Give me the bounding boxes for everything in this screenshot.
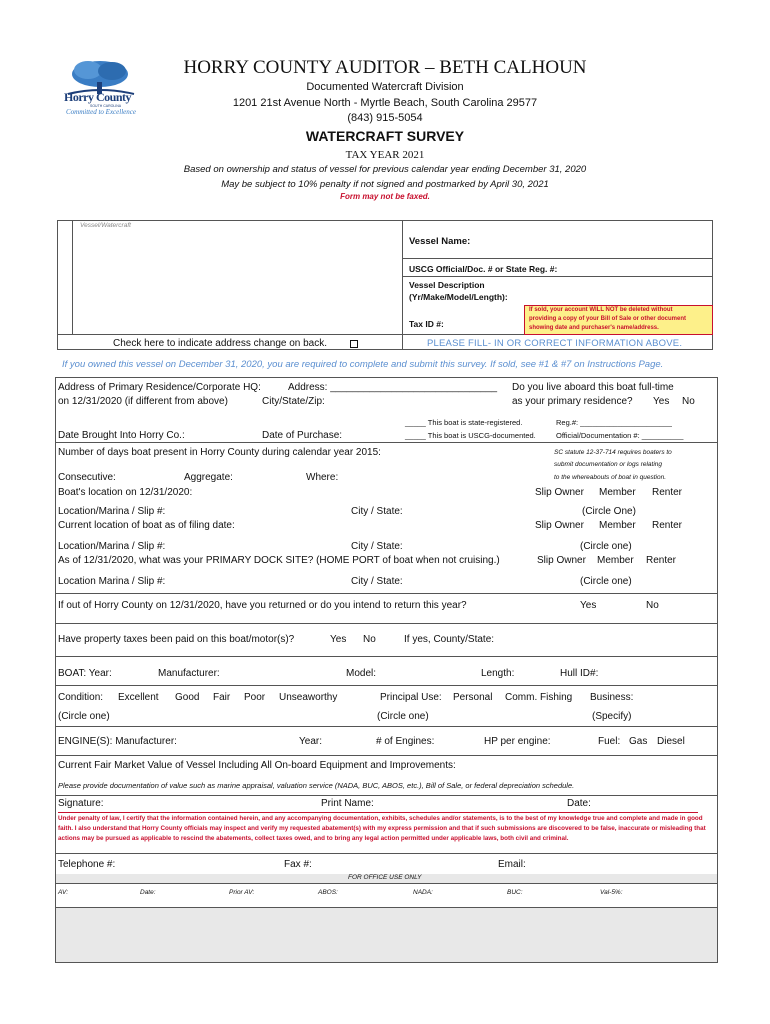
return-no[interactable]: No — [646, 600, 659, 611]
address-change-checkbox[interactable] — [350, 340, 358, 348]
vessel-box-label: Vessel/Watercraft — [80, 222, 131, 229]
email-field[interactable]: Email: — [498, 859, 526, 870]
condition-fair[interactable]: Fair — [213, 692, 231, 703]
city-state-zip-field[interactable]: City/State/Zip: — [262, 396, 325, 407]
tax-id-label: Tax ID #: — [409, 319, 444, 329]
vessel-description-sub: (Yr/Make/Model/Length): — [409, 292, 508, 302]
dock-renter[interactable]: Renter — [646, 555, 677, 566]
use-comm-fishing[interactable]: Comm. Fishing — [505, 692, 573, 703]
live-aboard-yes[interactable]: Yes — [653, 396, 670, 407]
loc1-renter[interactable]: Renter — [652, 487, 683, 498]
page-title: HORRY COUNTY AUDITOR – BETH CALHOUN — [183, 57, 587, 78]
logo-name: Horry County — [64, 90, 131, 104]
uscg-documented[interactable]: _____ This boat is USCG-documented. — [405, 431, 536, 440]
state-registered[interactable]: _____ This boat is state-registered. — [405, 418, 523, 427]
fill-in-note: PLEASE FILL- IN OR CORRECT INFORMATION ABOVE. — [427, 338, 683, 349]
state-reg-no[interactable]: Reg.#: ______________________ — [556, 418, 672, 427]
office-use-heading: FOR OFFICE USE ONLY — [348, 874, 422, 881]
aggregate-field[interactable]: Aggregate: — [184, 472, 233, 483]
loc1-city-state-field[interactable]: City / State: — [351, 506, 403, 517]
tax-year: TAX YEAR 2021 — [345, 149, 425, 161]
consecutive-field[interactable]: Consecutive: — [58, 472, 116, 483]
date-brought-field[interactable]: Date Brought Into Horry Co.: — [58, 430, 185, 441]
address-change-label: Check here to indicate address change on back. — [113, 338, 328, 349]
fax-field[interactable]: Fax #: — [284, 859, 312, 870]
logo-tagline: Committed to Excellence — [66, 108, 136, 116]
dock-marina-field[interactable]: Location Marina / Slip #: — [58, 576, 166, 587]
taxes-yes[interactable]: Yes — [330, 634, 347, 645]
vessel-description-label: Vessel Description — [409, 280, 485, 290]
loc2-marina-field[interactable]: Location/Marina / Slip #: — [58, 541, 166, 552]
taxes-county-state-field[interactable]: If yes, County/State: — [404, 634, 495, 645]
loc1-marina-field[interactable]: Location/Marina / Slip #: — [58, 506, 166, 517]
boat-length-field[interactable]: Length: — [481, 668, 515, 679]
use-personal[interactable]: Personal — [453, 692, 493, 703]
condition-unseaworthy[interactable]: Unseaworthy — [279, 692, 338, 703]
loc1-slip-owner[interactable]: Slip Owner — [535, 487, 584, 498]
condition-poor[interactable]: Poor — [244, 692, 266, 703]
fax-note: Form may not be faxed. — [340, 192, 430, 201]
sign-date-field[interactable]: Date: — [567, 798, 591, 809]
condition-excellent[interactable]: Excellent — [118, 692, 159, 703]
instructions-note: If you owned this vessel on December 31, 2020, you are required to complete and submit this survey. If sold, see #1 & #7 on Instructions Page. — [62, 359, 664, 370]
live-aboard-no[interactable]: No — [682, 396, 695, 407]
telephone-field[interactable]: Telephone #: — [58, 859, 116, 870]
fuel-gas[interactable]: Gas — [629, 736, 648, 747]
official-doc-no[interactable]: Official/Documentation #: __________ — [556, 431, 684, 440]
office-phone: (843) 915-5054 — [347, 112, 423, 124]
loc1-member[interactable]: Member — [599, 487, 636, 498]
basis-note: Based on ownership and status of vessel for previous calendar year ending December 31, 2020 — [183, 164, 587, 175]
signature-field[interactable]: Signature: — [58, 798, 104, 809]
office-address: 1201 21st Avenue North - Myrtle Beach, South Carolina 29577 — [232, 97, 538, 109]
use-business[interactable]: Business: — [590, 692, 634, 703]
boat-manufacturer-field[interactable]: Manufacturer: — [158, 668, 220, 679]
fuel-diesel[interactable]: Diesel — [657, 736, 685, 747]
engine-year-field[interactable]: Year: — [299, 736, 322, 747]
dock-slip-owner[interactable]: Slip Owner — [537, 555, 586, 566]
condition-good[interactable]: Good — [175, 692, 200, 703]
dock-member[interactable]: Member — [597, 555, 634, 566]
hull-id-field[interactable]: Hull ID#: — [560, 668, 599, 679]
dock-city-state-field[interactable]: City / State: — [351, 576, 403, 587]
taxes-no[interactable]: No — [363, 634, 376, 645]
loc2-renter[interactable]: Renter — [652, 520, 683, 531]
loc2-slip-owner[interactable]: Slip Owner — [535, 520, 584, 531]
logo-sub: SOUTH CAROLINA — [90, 104, 122, 108]
penalty-certification: Under penalty of law, I certify that the information contained herein, and any accompanying documentation, exhibits, schedules and/or statements, is to the best of my knowledge true and complete and made in good faith. I also understand that Horry County officials may inspect and verify my requested abatement(s) with my express permission and that if such submissions are discovered to be false, inaccurate or misleading that actions may be pursued as applicable to rescind the abatements, collect taxes owed, and to bring any legal action permitted under applicable laws, both civil and criminal. — [58, 815, 706, 842]
form-title: WATERCRAFT SURVEY — [305, 128, 465, 144]
division: Documented Watercraft Division — [306, 81, 464, 93]
print-name-field[interactable]: Print Name: — [321, 798, 374, 809]
penalty-note: May be subject to 10% penalty if not signed and postmarked by April 30, 2021 — [221, 179, 549, 190]
loc2-city-state-field[interactable]: City / State: — [351, 541, 403, 552]
address-field[interactable]: Address: ______________________________ — [288, 382, 498, 393]
return-yes[interactable]: Yes — [580, 600, 597, 611]
num-engines-field[interactable]: # of Engines: — [376, 736, 435, 747]
hp-field[interactable]: HP per engine: — [484, 736, 551, 747]
where-field[interactable]: Where: — [306, 472, 339, 483]
fair-market-value-field[interactable]: Current Fair Market Value of Vessel Including All On-board Equipment and Improvements: — [58, 760, 456, 771]
loc2-member[interactable]: Member — [599, 520, 636, 531]
vessel-name-label: Vessel Name: — [409, 236, 471, 247]
boat-model-field[interactable]: Model: — [346, 668, 377, 679]
uscg-label: USCG Official/Doc. # or State Reg. #: — [409, 264, 558, 274]
office-shaded-area — [56, 907, 717, 962]
date-purchase-field[interactable]: Date of Purchase: — [262, 430, 343, 441]
engine-manufacturer-field[interactable]: ENGINE(S): Manufacturer: — [58, 736, 177, 747]
boat-year-field[interactable]: BOAT: Year: — [58, 668, 112, 679]
